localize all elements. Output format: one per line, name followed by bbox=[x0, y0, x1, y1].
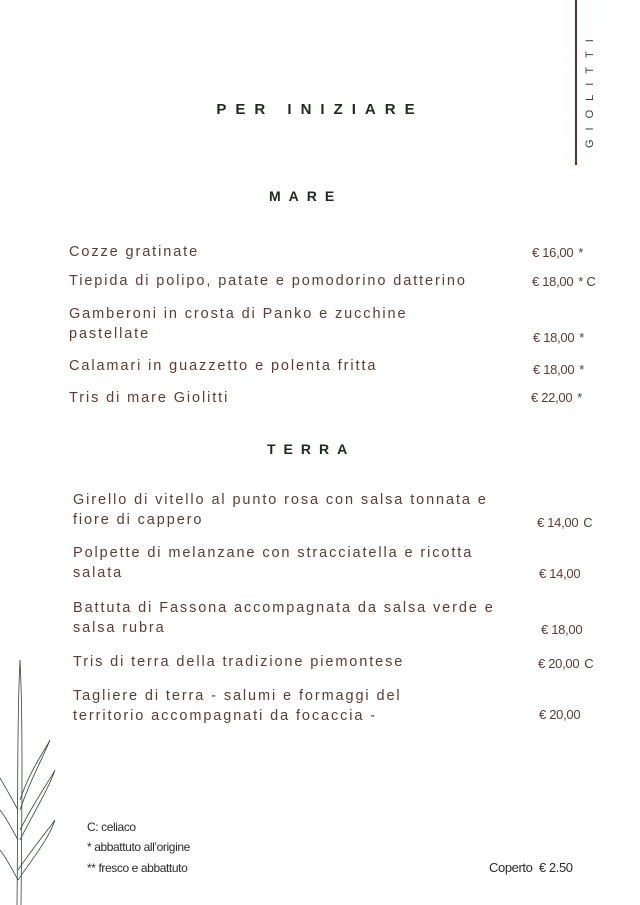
section-title-terra: TERRA bbox=[267, 441, 356, 457]
leaf-branch-icon bbox=[0, 660, 75, 905]
menu-item: Girello di vitello al punto rosa con salsa tonnata e fiore di cappero bbox=[73, 492, 488, 528]
item-price: € 14,00 C bbox=[537, 515, 593, 530]
menu-item: Gamberoni in crosta di Panko e zucchine pastellate bbox=[69, 306, 408, 342]
menu-item: Cozze gratinate bbox=[69, 244, 200, 260]
item-price: € 18,00 bbox=[541, 622, 583, 637]
coperto-price: Coperto € 2.50 bbox=[489, 860, 573, 875]
legend-celiaco: C: celiaco bbox=[87, 820, 136, 834]
item-price: € 18,00 * bbox=[533, 330, 585, 345]
menu-item: Tris di mare Giolitti bbox=[69, 390, 230, 406]
brand-name: GIOLITTI bbox=[584, 30, 596, 148]
section-title-mare: MARE bbox=[269, 188, 343, 204]
item-price: € 16,00 * bbox=[532, 245, 584, 260]
menu-item: Tiepida di polipo, patate e pomodorino datterino bbox=[69, 273, 467, 289]
item-price: € 20,00 C bbox=[538, 656, 594, 671]
brand-divider bbox=[575, 0, 577, 165]
menu-item: Polpette di melanzane con stracciatella e ricotta salata bbox=[73, 545, 474, 581]
menu-item: Calamari in guazzetto e polenta fritta bbox=[69, 358, 378, 374]
item-price: € 22,00 * bbox=[531, 390, 583, 405]
item-price: € 18,00 * bbox=[533, 362, 585, 377]
menu-item: Tris di terra della tradizione piemontese bbox=[73, 654, 405, 670]
page-title: PER INIZIARE bbox=[216, 101, 424, 118]
item-price: € 20,00 bbox=[539, 707, 581, 722]
menu-item: Battuta di Fassona accompagnata da salsa verde e salsa rubra bbox=[73, 600, 495, 636]
legend-fresco: ** fresco e abbattuto bbox=[87, 861, 188, 875]
item-price: € 18,00 * C bbox=[532, 274, 596, 289]
legend-abbattuto: * abbattuto all’origine bbox=[87, 840, 190, 854]
item-price: € 14,00 bbox=[539, 566, 581, 581]
menu-item: Tagliere di terra - salumi e formaggi del territorio accompagnati da focaccia - bbox=[73, 688, 402, 724]
